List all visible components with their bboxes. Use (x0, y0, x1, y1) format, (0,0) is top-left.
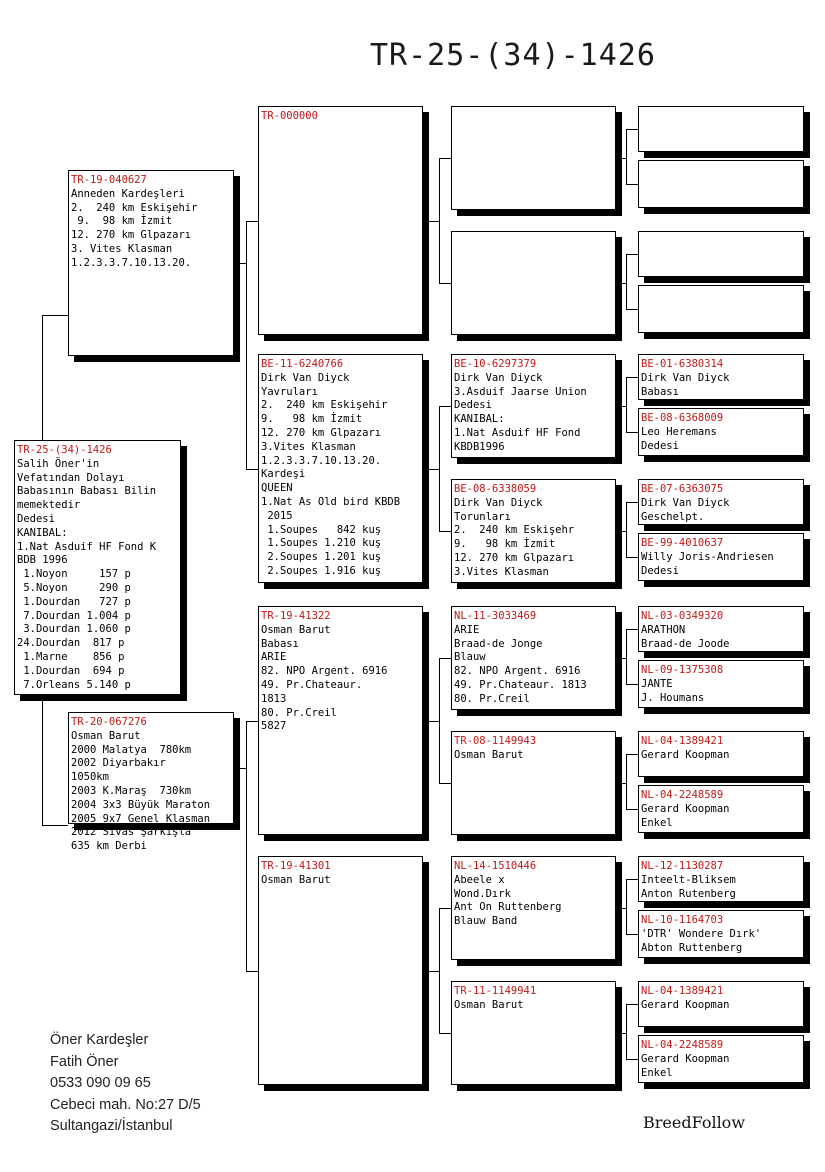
pigeon-info-line: Dirk Van Diyck (641, 371, 730, 384)
pigeon-info-line: 80. Pr.Creil (261, 706, 337, 719)
pigeon-info-line: KBDB1996 (454, 440, 505, 453)
connector-line (626, 1004, 627, 1059)
pigeon-info-line: Osman Barut (261, 873, 331, 886)
pigeon-info-line: 3.Vites Klasman (454, 565, 549, 578)
connector-line (616, 658, 626, 659)
pigeon-info-line: Abton Ruttenberg (641, 941, 743, 954)
pigeon-card (451, 479, 616, 583)
connector-line (439, 658, 440, 783)
pigeon-info-line: KANIBAL: (17, 526, 68, 539)
pigeon-info-line: memektedir (17, 499, 81, 512)
connector-line (626, 934, 638, 935)
connector-line (423, 221, 439, 222)
connector-line (42, 825, 68, 826)
ring-number: NL-14-1510446 (454, 860, 537, 872)
pigeon-info-line: Babası (261, 637, 299, 650)
connector-line (246, 469, 258, 470)
connector-line (616, 908, 626, 909)
connector-line (439, 158, 451, 159)
pigeon-info-line: Salih Öner'in (17, 457, 100, 470)
pigeon-info-line: 2.Soupes 1.916 kuş (261, 564, 382, 577)
pigeon-card (451, 231, 616, 335)
connector-line (626, 629, 627, 684)
pigeon-info-line: 2002 Diyarbakır (71, 757, 166, 770)
connector-line (626, 432, 638, 433)
ring-number: NL-09-1375308 (641, 664, 724, 676)
pigeon-info-line: 49. Pr.Chateaur. 1813 (454, 678, 587, 691)
connector-line (234, 768, 246, 769)
pigeon-info-line: Dedesi (641, 439, 679, 452)
connector-line (439, 406, 440, 531)
pigeon-info-line: 7.Dourdan 1.004 p (17, 609, 131, 622)
ring-number: TR-20-067276 (71, 716, 147, 728)
ring-number: BE-11-6240766 (261, 358, 344, 370)
connector-line (626, 629, 638, 630)
pigeon-info-line: Vefatından Dolayı (17, 471, 125, 484)
pigeon-info-line: 82. NPO Argent. 6916 (454, 665, 581, 678)
ring-number: BE-08-6368009 (641, 412, 724, 424)
pigeon-info-line: 2015 (261, 509, 293, 522)
pigeon-card (638, 160, 804, 208)
ring-number: TR-08-1149943 (454, 735, 537, 747)
connector-line (439, 658, 451, 659)
pigeon-card (638, 981, 804, 1027)
connector-line (439, 531, 451, 532)
breeder-contact (50, 1030, 201, 1138)
ring-number: TR-000000 (261, 110, 318, 122)
pigeon-info-line: 82. NPO Argent. 6916 (261, 665, 388, 678)
pigeon-card (451, 981, 616, 1085)
pigeon-info-line: ARATHON (641, 623, 686, 636)
pigeon-card (638, 285, 804, 333)
connector-line (616, 283, 626, 284)
pigeon-card (638, 354, 804, 400)
connector-line (626, 502, 627, 557)
pigeon-card-sire (68, 170, 234, 356)
pigeon-card (451, 106, 616, 210)
pigeon-info-line: Braad-de Jonge (454, 637, 543, 650)
pigeon-info-line: Blauw Band (454, 915, 518, 928)
ring-number: NL-11-3033469 (454, 610, 537, 622)
connector-line (246, 721, 247, 971)
pigeon-info-line: 9. 98 km İzmit (454, 538, 556, 551)
pigeon-info-line: 5.Noyon 290 p (17, 581, 131, 594)
connector-line (616, 158, 626, 159)
connector-line (626, 309, 638, 310)
pigeon-info-line: 7.Orleans 5.140 p (17, 678, 131, 691)
pigeon-info-line: 1.Nat Asduif HF Fond (454, 426, 581, 439)
ring-number: NL-04-2248589 (641, 789, 724, 801)
pigeon-info-line: 49. Pr.Chateaur. (261, 678, 363, 691)
pigeon-info-line: Leo Heremans (641, 425, 717, 438)
pigeon-card (451, 354, 616, 458)
pigeon-info-line: Osman Barut (454, 748, 524, 761)
pigeon-info-line: 3.Dourdan 1.060 p (17, 623, 131, 636)
ring-number: TR-11-1149941 (454, 985, 537, 997)
ring-number: TR-19-41322 (261, 610, 331, 622)
connector-line (439, 283, 451, 284)
connector-line (626, 254, 638, 255)
pigeon-card-sire-sire (258, 106, 423, 335)
pigeon-info-line: Willy Joris-Andriesen (641, 550, 774, 563)
ring-number: BE-99-4010637 (641, 537, 724, 549)
pigeon-info-line: 1.Soupes 842 kuş (261, 523, 382, 536)
pigeon-info-line: 1.Nat Asduif HF Fond K (17, 540, 157, 553)
pigeon-info-line: 2. 240 km Eskişehir (71, 201, 198, 214)
ring-number: NL-03-0349320 (641, 610, 724, 622)
connector-line (439, 908, 451, 909)
pigeon-card-dam (68, 712, 234, 853)
connector-line (234, 263, 246, 264)
owner-name: Fatih Öner (50, 1053, 119, 1070)
connector-line (439, 908, 440, 1033)
pigeon-info-line: JANTE (641, 677, 673, 690)
connector-line (626, 129, 638, 130)
pigeon-info-line: Enkel (641, 816, 673, 829)
connector-line (626, 754, 627, 809)
pigeon-card (638, 106, 804, 152)
pigeon-info-line: Gerard Koopman (641, 1052, 730, 1065)
ring-number: TR-19-41301 (261, 860, 331, 872)
connector-line (626, 184, 638, 185)
connector-line (439, 158, 440, 283)
pigeon-info-line: ARIE (454, 623, 480, 636)
pigeon-card-dam-dam (258, 856, 423, 1085)
pigeon-info-line: 3.Asduif Jaarse Union (454, 385, 587, 398)
ring-number: NL-12-1130287 (641, 860, 724, 872)
pigeon-info-line: 3.Vites Klasman (261, 440, 356, 453)
pigeon-info-line: Dedesi (454, 399, 492, 412)
pigeon-card (638, 910, 804, 958)
connector-line (626, 684, 638, 685)
connector-line (626, 557, 638, 558)
pigeon-info-line: 9. 98 km İzmit (261, 413, 363, 426)
pigeon-info-line: ARIE (261, 651, 287, 664)
pigeon-info-line: 1.Soupes 1.210 kuş (261, 537, 382, 550)
pigeon-info-line: Gerard Koopman (641, 802, 730, 815)
pigeon-info-line: 2012 Sivas Şarkışla (71, 826, 192, 839)
pigeon-card (451, 606, 616, 710)
ring-number: NL-10-1164703 (641, 914, 724, 926)
pigeon-info-line: 80. Pr.Creil (454, 692, 530, 705)
pigeon-card-subject (14, 440, 181, 695)
connector-line (616, 406, 626, 407)
pigeon-card (451, 731, 616, 835)
connector-line (423, 721, 439, 722)
connector-line (42, 315, 68, 316)
connector-line (616, 531, 626, 532)
connector-line (626, 1004, 638, 1005)
pigeon-card (638, 231, 804, 277)
pigeon-card (638, 408, 804, 456)
connector-line (626, 879, 638, 880)
pigeon-card (638, 533, 804, 581)
pigeon-info-line: Anton Rutenberg (641, 887, 736, 900)
breeder-name: Öner Kardeşler (50, 1032, 149, 1048)
pigeon-info-line: Dirk Van Diyck (454, 496, 543, 509)
pigeon-info-line: Anneden Kardeşleri (71, 187, 185, 200)
pigeon-info-line: 2004 3x3 Büyük Maraton (71, 798, 211, 811)
pigeon-card (638, 731, 804, 777)
pigeon-info-line: J. Houmans (641, 691, 705, 704)
pigeon-info-line: 3. Vites Klasman (71, 242, 173, 255)
connector-line (439, 406, 451, 407)
pigeon-info-line: 1.2.3.3.7.10.13.20. (71, 256, 192, 269)
brand-logo: BreedFollow (643, 1113, 746, 1132)
pigeon-info-line: 24.Dourdan 817 p (17, 637, 125, 650)
pedigree-title: TR-25-(34)-1426 (370, 38, 656, 73)
pigeon-info-line: 1050km (71, 771, 109, 784)
pigeon-card (451, 856, 616, 960)
pigeon-info-line: 2000 Malatya 780km (71, 743, 192, 756)
pigeon-info-line: 1.Noyon 157 p (17, 568, 131, 581)
pigeon-info-line: Gerard Koopman (641, 998, 730, 1011)
ring-number: TR-25-(34)-1426 (17, 444, 112, 456)
pigeon-info-line: Blauw (454, 651, 486, 664)
pigeon-card-dam-sire (258, 606, 423, 835)
pigeon-info-line: 12. 270 km Glpazarı (261, 426, 382, 439)
ring-number: NL-04-1389421 (641, 735, 724, 747)
pigeon-info-line: 2.Soupes 1.201 kuş (261, 551, 382, 564)
connector-line (423, 469, 439, 470)
pigeon-info-line: Babasının Babası Bilin (17, 485, 157, 498)
pigeon-card-sire-dam (258, 354, 423, 583)
pigeon-info-line: Osman Barut (71, 729, 141, 742)
pigeon-info-line: Enkel (641, 1066, 673, 1079)
pigeon-info-line: 1.Dourdan 694 p (17, 664, 125, 677)
pigeon-info-line: 635 km Derbi (71, 840, 147, 853)
pigeon-info-line: BDB 1996 (17, 554, 68, 567)
pigeon-info-line: 'DTR' Wondere Dırk' (641, 927, 762, 940)
pigeon-card (638, 606, 804, 652)
pigeon-card (638, 785, 804, 833)
connector-line (439, 783, 451, 784)
pigeon-info-line: Dirk Van Diyck (454, 371, 543, 384)
ring-number: TR-19-040627 (71, 174, 147, 186)
ring-number: NL-04-1389421 (641, 985, 724, 997)
connector-line (246, 221, 247, 469)
pigeon-info-line: Gerard Koopman (641, 748, 730, 761)
pigeon-info-line: 12. 270 km Glpazarı (71, 229, 192, 242)
pigeon-info-line: Wond.Dırk (454, 887, 511, 900)
pigeon-card (638, 856, 804, 902)
pigeon-info-line: 9. 98 km İzmit (71, 215, 173, 228)
pigeon-info-line: 2. 240 km Eskişehir (261, 399, 388, 412)
pigeon-info-line: 1813 (261, 692, 287, 705)
connector-line (626, 502, 638, 503)
pigeon-info-line: Abeele x (454, 873, 505, 886)
pigeon-info-line: 2. 240 km Eskişehr (454, 524, 575, 537)
pigeon-info-line: 1.2.3.3.7.10.13.20. (261, 454, 382, 467)
ring-number: NL-04-2248589 (641, 1039, 724, 1051)
pigeon-info-line: Braad-de Joode (641, 637, 730, 650)
pigeon-card (638, 1035, 804, 1083)
connector-line (626, 129, 627, 184)
pigeon-info-line: 1.Dourdan 727 p (17, 595, 131, 608)
pigeon-card (638, 479, 804, 525)
pigeon-info-line: Babası (641, 385, 679, 398)
phone-number: 0533 090 09 65 (50, 1075, 151, 1091)
pigeon-info-line: Dirk Van Diyck (261, 371, 350, 384)
pigeon-info-line: 1.Marne 856 p (17, 650, 125, 663)
pigeon-info-line: 2005 9x7 Genel Klasman (71, 812, 211, 825)
pigeon-info-line: 12. 270 km Glpazarı (454, 551, 575, 564)
pigeon-info-line: Kardeşi (261, 468, 306, 481)
pigeon-info-line: Yavruları (261, 385, 318, 398)
pigeon-info-line: 1.Nat As Old bird KBDB (261, 495, 401, 508)
connector-line (246, 221, 258, 222)
connector-line (616, 783, 626, 784)
ring-number: BE-08-6338059 (454, 483, 537, 495)
pigeon-info-line: KANIBAL: (454, 413, 505, 426)
connector-line (423, 971, 439, 972)
pigeon-info-line: Dedesi (17, 512, 55, 525)
ring-number: BE-10-6297379 (454, 358, 537, 370)
connector-line (626, 809, 638, 810)
connector-line (626, 1059, 638, 1060)
connector-line (246, 721, 258, 722)
pigeon-info-line: 2003 K.Maraş 730km (71, 784, 192, 797)
pigeon-info-line: Torunları (454, 510, 511, 523)
pigeon-info-line: Dedesi (641, 564, 679, 577)
ring-number: BE-01-6380314 (641, 358, 724, 370)
address-city: Sultangazi/İstanbul (50, 1118, 173, 1134)
connector-line (616, 1033, 626, 1034)
connector-line (626, 879, 627, 934)
pigeon-info-line: 5827 (261, 720, 287, 733)
pigeon-info-line: Osman Barut (261, 623, 331, 636)
ring-number: BE-07-6363075 (641, 483, 724, 495)
connector-line (626, 754, 638, 755)
connector-line (626, 254, 627, 309)
connector-line (246, 971, 258, 972)
connector-line (626, 377, 627, 432)
connector-line (439, 1033, 451, 1034)
pigeon-info-line: Osman Barut (454, 998, 524, 1011)
address-line: Cebeci mah. No:27 D/5 (50, 1096, 201, 1113)
pigeon-info-line: Geschelpt. (641, 510, 705, 523)
pigeon-info-line: Ant On Ruttenberg (454, 901, 562, 914)
connector-line (626, 377, 638, 378)
pigeon-info-line: Dirk Van Diyck (641, 496, 730, 509)
pigeon-card (638, 660, 804, 708)
pigeon-info-line: QUEEN (261, 482, 293, 495)
pigeon-info-line: Inteelt-Bliksem (641, 873, 736, 886)
